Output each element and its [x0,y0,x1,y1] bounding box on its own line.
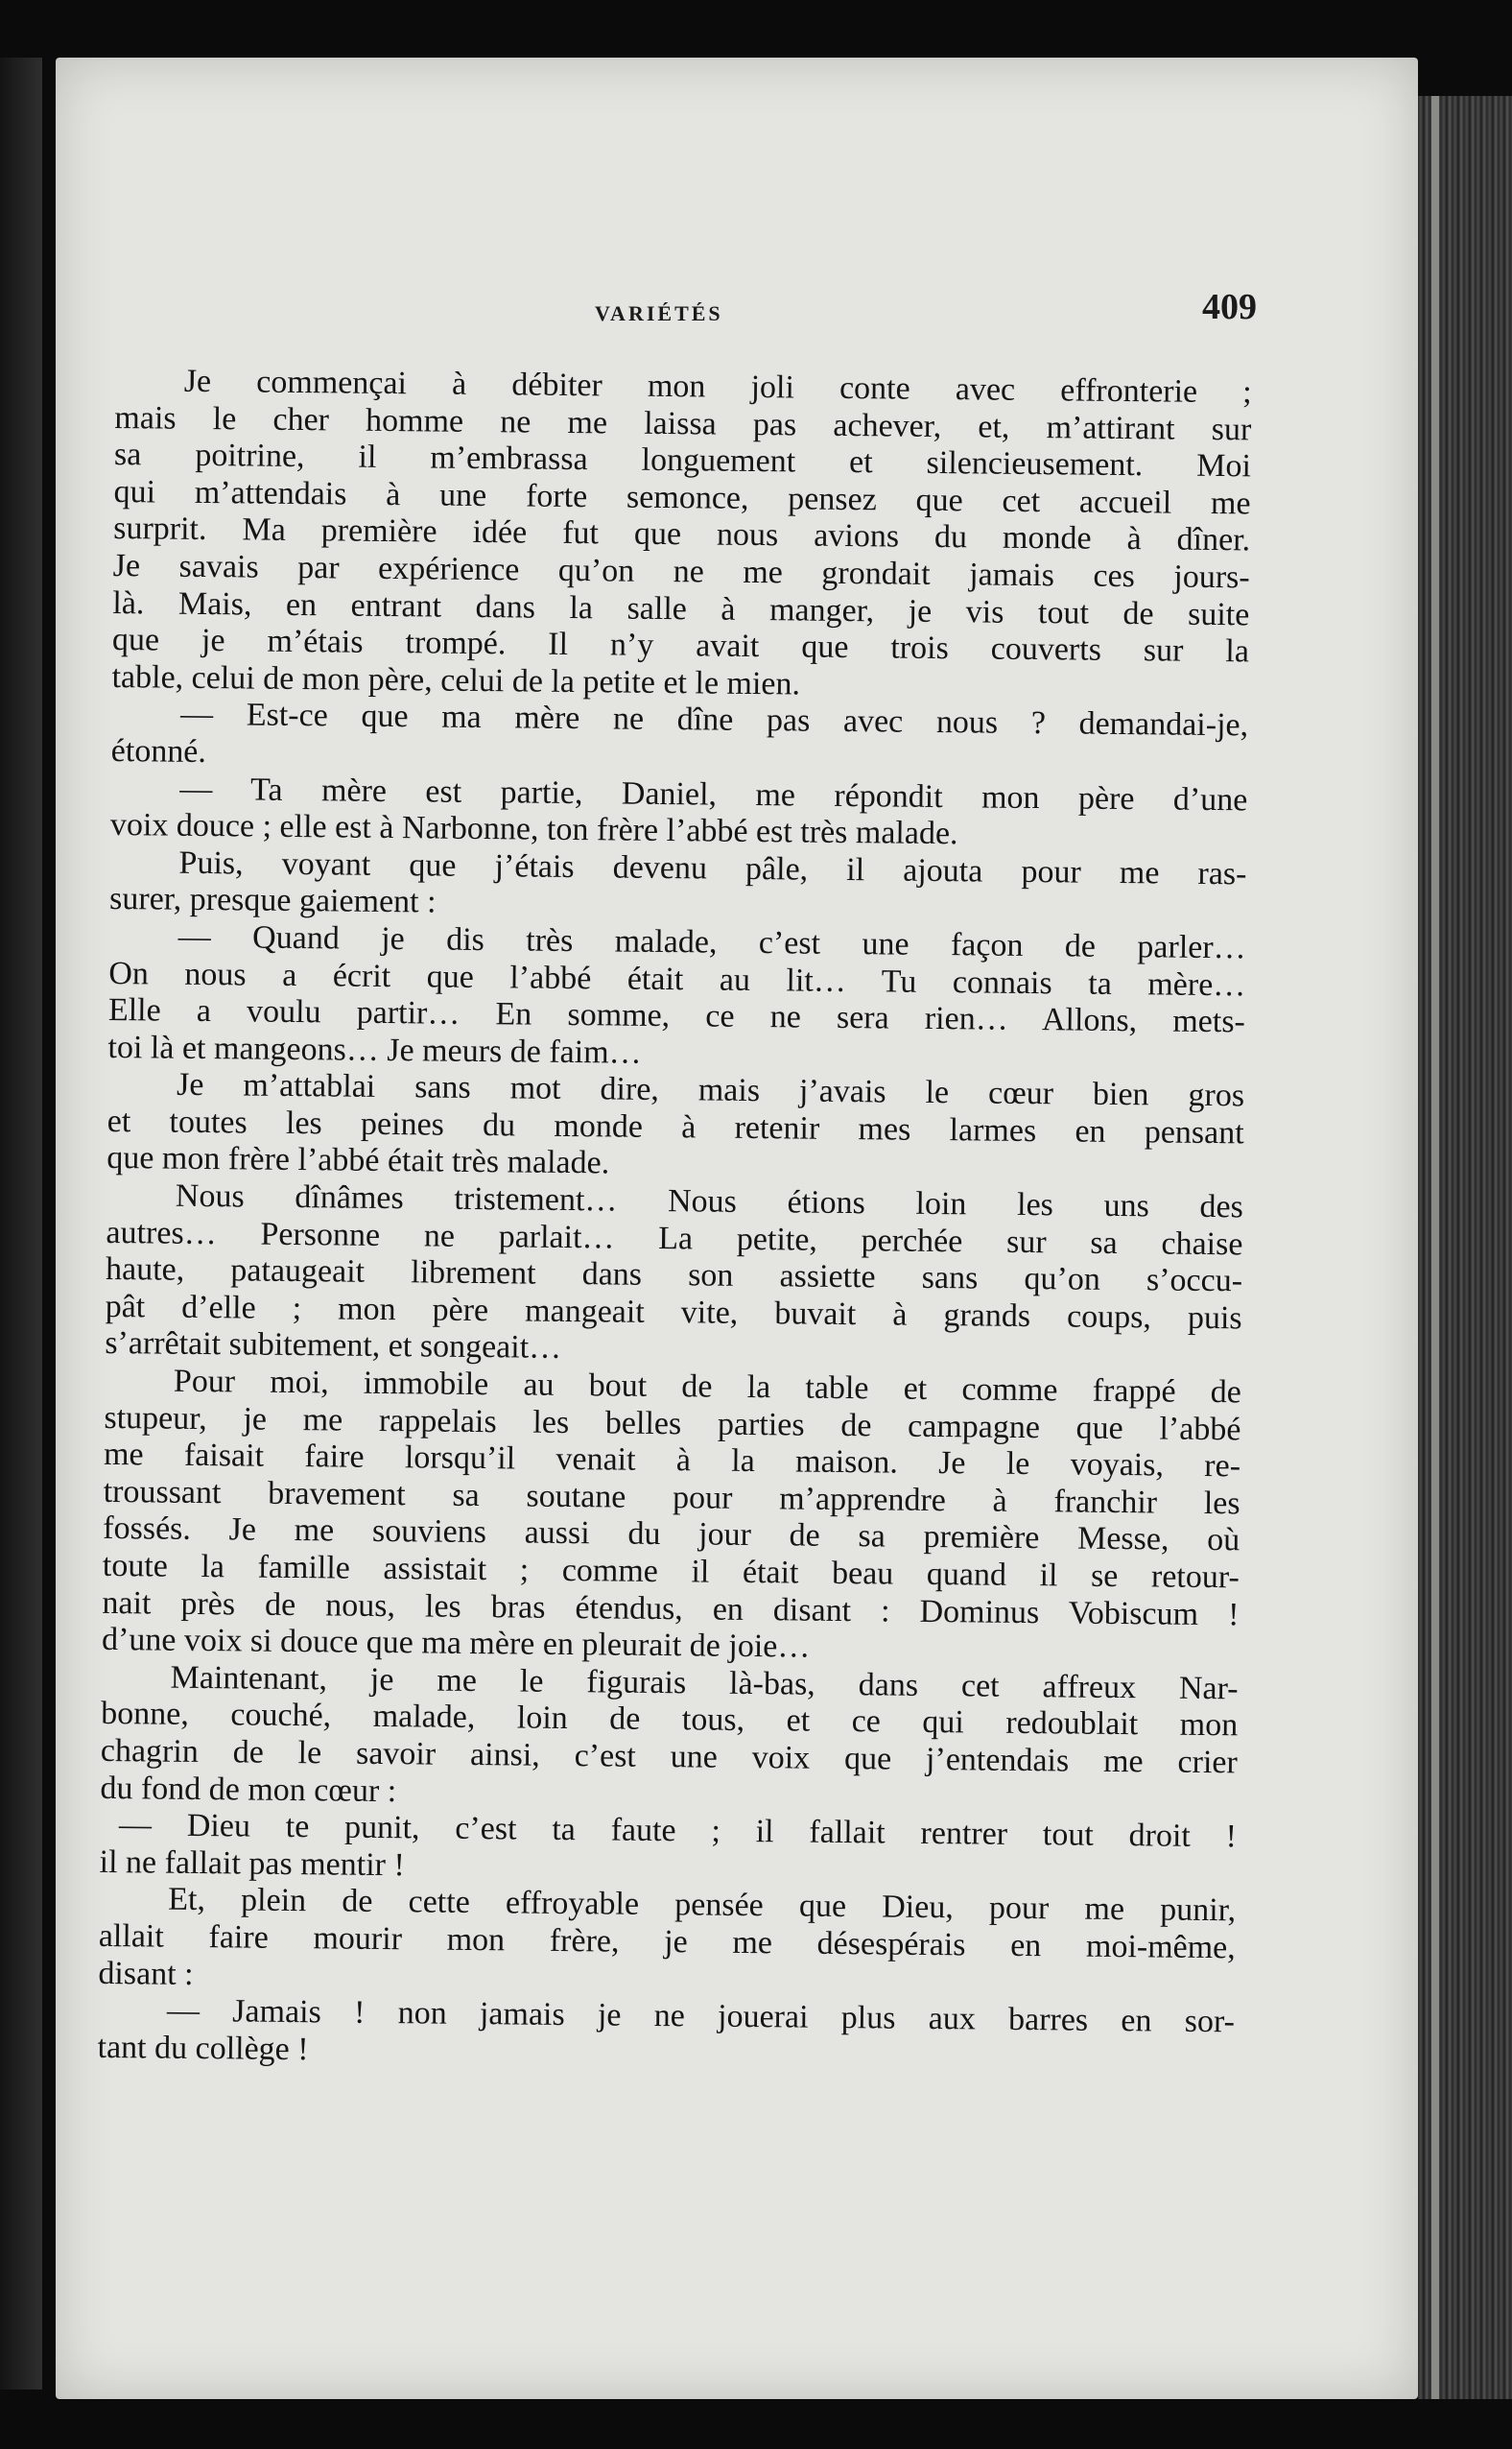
text-line: autres… Personne ne parlait… La petite, perchée sur sa chaise [106,1214,1243,1263]
text-line: — Quand je dis très malade, c’est une façon de parler… [177,918,1246,966]
text-line: que je m’étais trompé. Il n’y avait que trois couverts sur la [111,622,1250,670]
running-head: VARIÉTÉS [595,301,723,325]
text-line: Je savais par expérience qu’on ne me grondait jamais ces jours- [112,547,1250,596]
text-line: Nous dînâmes tristement… Nous étions loin les uns des [175,1177,1244,1225]
text-line: disant : [98,1955,194,1992]
page-fore-edge [1418,96,1512,2399]
text-line: voix douce ; elle est à Narbonne, ton frère l’abbé est très malade. [109,807,958,852]
text-line: mais le cher homme ne me laissa pas achever, et, m’attirant sur [114,399,1252,447]
text-line: fossés. Je me souviens aussi du jour de sa première Messe, où [103,1510,1240,1558]
text-line: Et, plein de cette effroyable pensée que Dieu, pour me punir, [168,1882,1237,1929]
text-line: nait près de nous, les bras étendus, en disant : Dominus Vobiscum ! [102,1584,1240,1632]
text-line: chagrin de le savoir ainsi, c’est une voix que j’entendais me crier [100,1732,1238,1781]
text-line: me faisait faire lorsqu’il venait à la maison. Je le voyais, re- [103,1437,1241,1485]
text-line: d’une voix si douce que ma mère en pleurait de joie… [101,1622,811,1665]
text-line: il ne fallait pas mentir ! [99,1843,405,1883]
text-line: table, celui de mon père, celui de la petite et le mien. [111,658,801,702]
page-header [192,280,1257,338]
page-number: 409 [1202,287,1257,327]
text-line: Pour moi, immobile au bout de la table et comme frappé de [173,1363,1242,1411]
text-line: et toutes les peines du monde à retenir mes larmes en pensant [106,1103,1244,1152]
text-line: surer, presque gaiement : [108,881,437,920]
text-line: toi là et mangeons… Je meurs de faim… [107,1029,642,1071]
text-line: pât d’elle ; mon père mangeait vite, buvait à grands coups, puis [105,1288,1242,1337]
text-line: — Jamais ! non jamais je ne jouerai plus aux barres en sor- [166,1992,1236,2040]
text-line: Je commençai à débiter mon joli conte avec effronterie ; [183,363,1252,411]
text-line: troussant bravement sa soutane pour m’apprendre à franchir les [103,1473,1240,1522]
text-line: tant du collège ! [97,2029,309,2067]
text-line: allait faire mourir mon frère, je me désespérais en moi-même, [98,1917,1236,1966]
text-line: là. Mais, en entrant dans la salle à manger, je vis tout de suite [112,584,1250,632]
left-page-edge [0,58,42,2390]
body-text [97,363,1252,2079]
text-line: sa poitrine, il m’embrassa longuement et silencieusement. Moi [113,437,1252,485]
text-line: qui m’attendais à une forte semonce, pensez que cet accueil me [113,473,1251,522]
text-line: — Ta mère est partie, Daniel, me répondit mon père d’une [179,771,1248,818]
text-line: Puis, voyant que j’étais devenu pâle, il ajouta pour me ras- [178,844,1247,892]
text-line: surprit. Ma première idée fut que nous avions du monde à dîner. [112,511,1251,559]
text-line: On nous a écrit que l’abbé était au lit… Tu connais ta mère… [108,955,1246,1003]
text-line: Maintenant, je me le figurais là-bas, dans cet affreux Nar- [170,1659,1239,1707]
text-line: que mon frère l’abbé était très malade. [106,1140,610,1181]
text-line: — Est-ce que ma mère ne dîne pas avec nous ? demandai-je, [179,697,1249,744]
text-line: du fond de mon cœur : [100,1770,397,1809]
text-line: Elle a voulu partir… En somme, ce ne sera rien… Allons, mets- [107,992,1246,1040]
text-line: Je m’attablai sans mot dire, mais j’avais le cœur bien gros [176,1066,1245,1114]
text-line: s’arrêtait subitement, et songeait… [105,1325,562,1367]
text-line: — Dieu te punit, c’est ta faute ; il fallait rentrer tout droit ! [118,1807,1238,1855]
text-line: stupeur, je me rappelais les belles parties de campagne que l’abbé [104,1399,1241,1447]
text-line: étonné. [110,732,207,770]
text-line: bonne, couché, malade, loin de tous, et ce qui redoublait mon [101,1696,1239,1744]
text-line: haute, pataugeait librement dans son assiette sans qu’on s’occu- [105,1251,1243,1299]
text-line: toute la famille assistait ; comme il était beau quand il se retour- [102,1547,1240,1596]
